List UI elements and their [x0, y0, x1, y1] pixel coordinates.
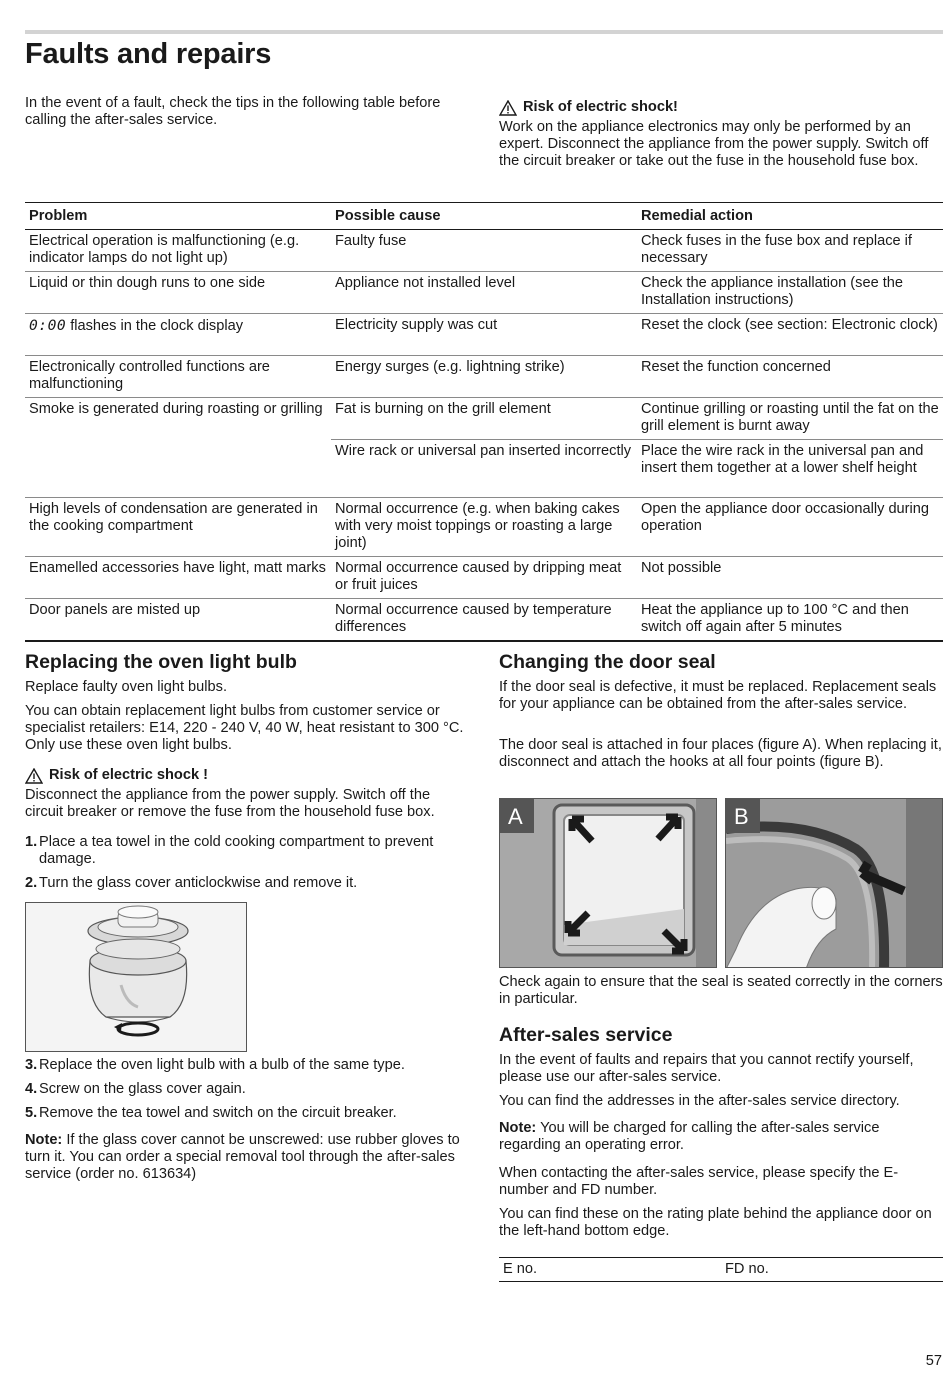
- list-item: 3. Replace the oven light bulb with a bulb of the same type.: [25, 1057, 405, 1073]
- cell-problem: Electrical operation is malfunctioning (e.g. indicator lamps do not light up): [25, 230, 331, 272]
- header-problem: Problem: [25, 203, 331, 230]
- table-row: [25, 272, 943, 314]
- table-row: [25, 230, 943, 272]
- bulb-warning-body: Disconnect the appliance from the power supply. Switch off the circuit breaker or remove the fuse from the household fuse box.: [25, 787, 435, 820]
- warning-top-body: Work on the appliance electronics may only be performed by an expert. Disconnect the appliance from the power supply. Switch off the circuit breaker or take out the fuse in the household fuse box.: [499, 119, 929, 169]
- cell-cause: Wire rack or universal pan inserted incorrectly: [331, 440, 637, 498]
- cell-action: Open the appliance door occasionally during operation: [637, 498, 943, 557]
- page-number: 57: [925, 1353, 942, 1369]
- e-fd-number-fields: [499, 1257, 943, 1282]
- cell-action: Heat the appliance up to 100 °C and then switch off again after 5 minutes: [637, 599, 943, 642]
- lamp-cover-drawing: [26, 903, 247, 1052]
- table-row: [25, 498, 943, 557]
- cell-problem: Liquid or thin dough runs to one side: [25, 272, 331, 314]
- cell-action: Check fuses in the fuse box and replace if necessary: [637, 230, 943, 272]
- bulb-note: Note: If the glass cover cannot be unscrewed: use rubber gloves to turn it. You can order a special removal tool through the after-sales service (order no. 613634): [25, 1132, 460, 1182]
- header-cause: Possible cause: [331, 203, 637, 230]
- bulb-warning: [25, 767, 470, 821]
- fd-no-label: FD no.: [725, 1261, 769, 1277]
- warning-triangle-icon: [499, 100, 517, 116]
- cell-cause: Normal occurrence (e.g. when baking cakes with very moist toppings or roasting a large joint): [331, 498, 637, 557]
- cell-action: Place the wire rack in the universal pan and insert them together at a lower shelf height: [637, 440, 943, 498]
- cell-cause: Normal occurrence caused by temperature differences: [331, 599, 637, 642]
- top-rule: [25, 30, 943, 34]
- warning-top: [499, 99, 943, 170]
- list-item: 5. Remove the tea towel and switch on the circuit breaker.: [25, 1105, 397, 1121]
- table-row: [25, 557, 943, 599]
- figure-a: [499, 798, 717, 968]
- cell-action: Reset the clock (see section: Electronic clock): [637, 314, 943, 356]
- header-action: Remedial action: [637, 203, 943, 230]
- faults-table: [25, 202, 943, 642]
- e-no-label: E no.: [503, 1261, 538, 1277]
- glass-cover-illustration: [25, 902, 247, 1052]
- cell-cause: Fat is burning on the grill element: [331, 398, 637, 440]
- page-title: Faults and repairs: [25, 38, 272, 70]
- seal-p3: Check again to ensure that the seal is seated correctly in the corners in particular.: [499, 974, 943, 1007]
- service-note: Note: You will be charged for calling the after-sales service regarding an operating error.: [499, 1120, 880, 1153]
- warning-top-heading: Risk of electric shock!: [499, 99, 943, 116]
- table-row: [25, 599, 943, 642]
- bulb-steps-b: [25, 1057, 470, 1129]
- table-row: [25, 398, 943, 440]
- seal-p2: The door seal is attached in four places (figure A). When replacing it, disconnect and attach the hooks at all four points (figure B).: [499, 737, 942, 770]
- cell-problem: High levels of condensation are generated in the cooking compartment: [25, 498, 331, 557]
- service-p1: In the event of faults and repairs that you cannot rectify yourself, please use our after-sales service.: [499, 1052, 914, 1085]
- cell-action: Not possible: [637, 557, 943, 599]
- cell-cause: Faulty fuse: [331, 230, 637, 272]
- cell-action: Check the appliance installation (see the Installation instructions): [637, 272, 943, 314]
- bulb-spec-text: You can obtain replacement light bulbs from customer service or specialist retailers: E14, 220 - 240 V, 40 W, heat resistant to 300 °C. Only use these oven light bulbs.: [25, 703, 464, 753]
- table-header-row: [25, 203, 943, 230]
- service-p4: You can find these on the rating plate behind the appliance door on the left-hand bottom edge.: [499, 1206, 932, 1239]
- cell-action: Continue grilling or roasting until the fat on the grill element is burnt away: [637, 398, 943, 440]
- bulb-steps-a: [25, 834, 470, 899]
- cell-problem: 0:00 flashes in the clock display: [25, 314, 331, 356]
- warning-triangle-icon: [25, 768, 43, 784]
- seal-section-heading: Changing the door seal: [499, 651, 716, 673]
- figure-b-label: B: [734, 804, 749, 829]
- cell-cause: Normal occurrence caused by dripping meat or fruit juices: [331, 557, 637, 599]
- cell-problem: Enamelled accessories have light, matt marks: [25, 557, 331, 599]
- service-section-heading: After-sales service: [499, 1024, 673, 1046]
- clock-display-glyph: 0:00: [29, 317, 67, 334]
- cell-problem: Door panels are misted up: [25, 599, 331, 642]
- table-row: [25, 356, 943, 398]
- figure-a-label: A: [508, 804, 523, 829]
- cell-problem: Smoke is generated during roasting or grilling: [25, 398, 331, 498]
- cell-problem: Electronically controlled functions are malfunctioning: [25, 356, 331, 398]
- service-p2: You can find the addresses in the after-sales service directory.: [499, 1093, 900, 1109]
- figure-b: [725, 798, 943, 968]
- list-item: 2. Turn the glass cover anticlockwise and remove it.: [25, 875, 358, 891]
- list-item: 1. Place a tea towel in the cold cooking compartment to prevent damage.: [25, 834, 434, 867]
- table-row: [25, 314, 943, 356]
- list-item: 4. Screw on the glass cover again.: [25, 1081, 246, 1097]
- cell-action: Reset the function concerned: [637, 356, 943, 398]
- figure-a-drawing: [500, 799, 717, 968]
- cell-cause: Energy surges (e.g. lightning strike): [331, 356, 637, 398]
- cell-cause: Electricity supply was cut: [331, 314, 637, 356]
- intro-text: In the event of a fault, check the tips in the following table before calling the after-sales service.: [25, 95, 441, 128]
- seal-p1: If the door seal is defective, it must be replaced. Replacement seals for your appliance can be obtained from the after-sales service.: [499, 679, 937, 712]
- service-p3: When contacting the after-sales service, please specify the E-number and FD number.: [499, 1165, 899, 1198]
- bulb-intro: Replace faulty oven light bulbs.: [25, 679, 228, 695]
- bulb-section-heading: Replacing the oven light bulb: [25, 651, 297, 673]
- figure-b-drawing: [726, 799, 943, 968]
- bulb-warning-heading: Risk of electric shock !: [25, 767, 470, 784]
- cell-cause: Appliance not installed level: [331, 272, 637, 314]
